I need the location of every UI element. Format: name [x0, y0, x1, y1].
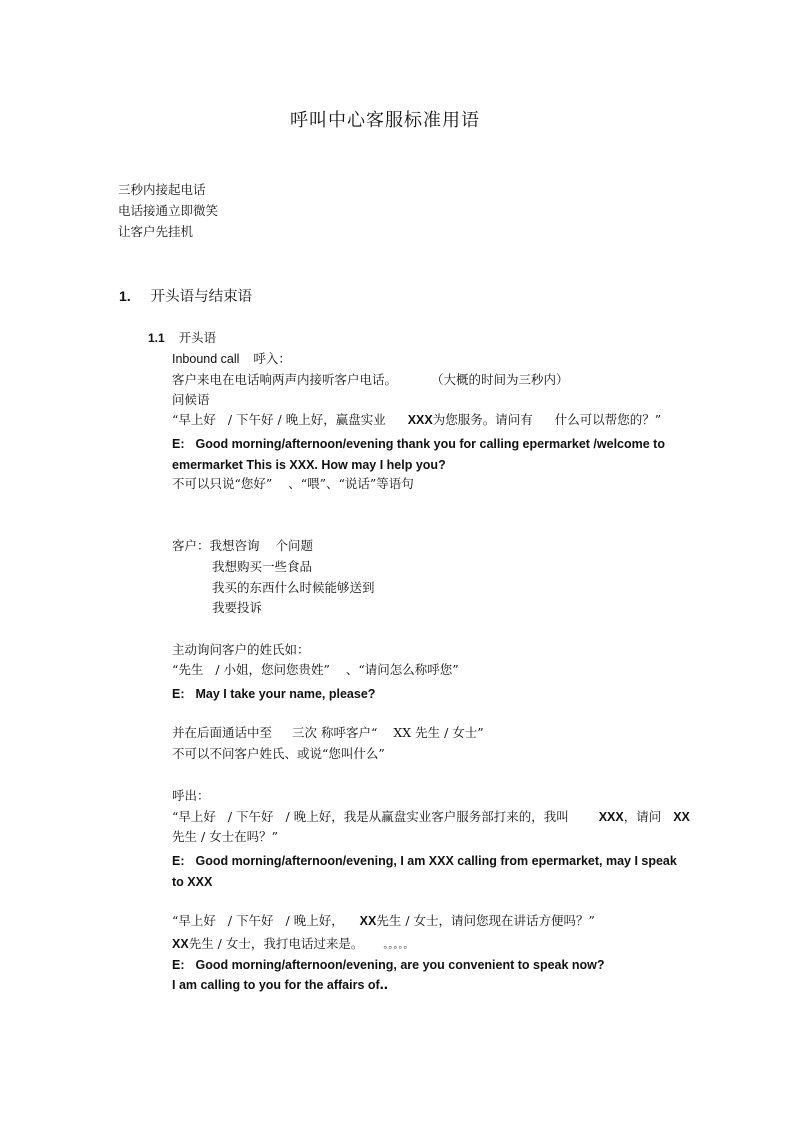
outbound-en-prefix: E:: [172, 854, 185, 868]
inbound-call-label: [172, 351, 291, 367]
subsection-number: 1.1: [148, 331, 165, 345]
convenient-cn-line-2: [172, 936, 413, 954]
outbound-cn-p6: ，请问: [623, 809, 662, 824]
outbound-cn-p1: “早上好: [172, 809, 216, 824]
ask-name-label: 主动询问客户的姓氏如：: [172, 642, 310, 657]
outbound-en-text-1: Good morning/afternoon/evening, I am XXX calling from epermarket, may I speak: [195, 854, 677, 868]
greeting-cn-p5: 为您服务。请问有: [432, 412, 533, 427]
convenient-cn-line-1: [172, 913, 595, 929]
outbound-en-line-1: [172, 853, 677, 869]
ask-name-en: [172, 686, 375, 702]
page-title: 呼叫中心客服标准用语: [290, 110, 480, 131]
outbound-en-line-2: to XXX: [172, 875, 213, 889]
outbound-cn-p4: ，我是从赢盘实业客户服务部打来的，我叫: [331, 809, 569, 824]
inbound-desc-note: （大概的时间为三秒内）: [430, 372, 569, 387]
no-say-p2: 、“喂”、“说话”等语句: [288, 476, 414, 491]
convenient-cn-p1: “早上好: [172, 913, 216, 928]
ask-name-cn: [172, 662, 459, 678]
convenient-cn-p4: XX: [359, 914, 377, 928]
greeting-cn-p2: / 下午好: [227, 412, 274, 427]
greeting-en-line-1: [172, 436, 665, 452]
section-title: 开头语与结束语: [150, 289, 253, 305]
intro-line-2: 电话接通立即微笑: [118, 203, 219, 218]
convenient-en-line-1: [172, 957, 605, 973]
greeting-cn-p6: 什么可以帮您的？”: [554, 412, 662, 427]
greeting-cn-p1: “早上好: [172, 412, 216, 427]
greeting-cn-p4: XXX: [407, 413, 433, 427]
intro-line-1: 三秒内接起电话: [118, 182, 206, 197]
call-name-line-1: [172, 725, 484, 741]
greeting-en-prefix: E:: [172, 437, 185, 451]
inbound-description: [172, 372, 569, 388]
no-say-line: [172, 476, 414, 492]
call-name-p3: XX 先生 / 女士”: [393, 725, 484, 740]
greeting-cn: [172, 412, 661, 428]
inbound-label-en: Inbound call: [172, 352, 240, 366]
customer-line: [172, 538, 313, 554]
section-1-heading: [119, 288, 252, 305]
convenient-en-text-1: Good morning/afternoon/evening, are you convenient to speak now?: [195, 958, 605, 972]
outbound-label: 呼出：: [172, 788, 210, 803]
ask-name-cn-p3: 、“请问怎么称呼您”: [345, 662, 459, 677]
convenient-cn-p3: / 晚上好，: [285, 913, 344, 928]
ask-name-cn-p2: / 小姐，您问您贵姓”: [215, 662, 330, 677]
subsection-1-1-heading: [148, 330, 216, 346]
convenient-cn2-p2: 先生 / 女士，我打电话过来是。: [188, 936, 364, 951]
inbound-desc-text: 客户来电在电话响两声内接听客户电话。: [172, 372, 398, 387]
convenient-cn2-p1: XX: [172, 937, 189, 951]
outbound-cn-p7: XX: [673, 810, 690, 824]
customer-label: 客户：我想咨询: [172, 538, 260, 553]
convenient-cn-p2: / 下午好: [227, 913, 274, 928]
customer-label-2: 个问题: [275, 538, 313, 553]
outbound-cn-p2: / 下午好: [227, 809, 274, 824]
ask-name-en-prefix: E:: [172, 687, 185, 701]
intro-line-3: 让客户先挂机: [118, 224, 194, 239]
outbound-cn-line-2: 先生 / 女士在吗？”: [172, 829, 279, 844]
outbound-cn-line-1: [172, 809, 690, 825]
customer-item-2: 我买的东西什么时候能够送到: [212, 580, 375, 595]
greeting-label: 问候语: [172, 392, 210, 407]
greeting-en-text-1: Good morning/afternoon/evening thank you for calling epermarket /welcome to: [195, 437, 665, 451]
customer-item-3: 我要投诉: [212, 600, 263, 615]
ask-name-en-text: May I take your name, please?: [195, 687, 376, 701]
convenient-en-line-2: I am calling to you for the affairs of‥: [172, 978, 389, 992]
subsection-title: 开头语: [178, 330, 217, 345]
outbound-cn-p3: / 晚上好: [285, 809, 332, 824]
customer-item-1: 我想购买一些食品: [212, 559, 313, 574]
greeting-cn-p3: / 晚上好，赢盘实业: [277, 412, 386, 427]
convenient-en-prefix: E:: [172, 958, 185, 972]
convenient-cn2-p3: 。。。。。: [383, 940, 414, 951]
call-name-p1: 并在后面通话中至: [172, 725, 273, 740]
convenient-cn-p5: 先生 / 女士，请问您现在讲话方便吗？”: [376, 913, 595, 928]
section-number: 1.: [119, 288, 131, 304]
ask-name-cn-p1: “先生: [172, 662, 204, 677]
call-name-line-2: 不可以不问客户姓氏、或说“您叫什么”: [172, 746, 385, 761]
call-name-p2: 三次 称呼客户“: [291, 725, 378, 740]
greeting-en-line-2: emermarket This is XXX. How may I help you?: [172, 458, 446, 472]
inbound-label-cn: 呼入：: [253, 351, 291, 366]
outbound-cn-p5: XXX: [598, 810, 624, 824]
no-say-p1: 不可以只说“您好”: [172, 476, 273, 491]
